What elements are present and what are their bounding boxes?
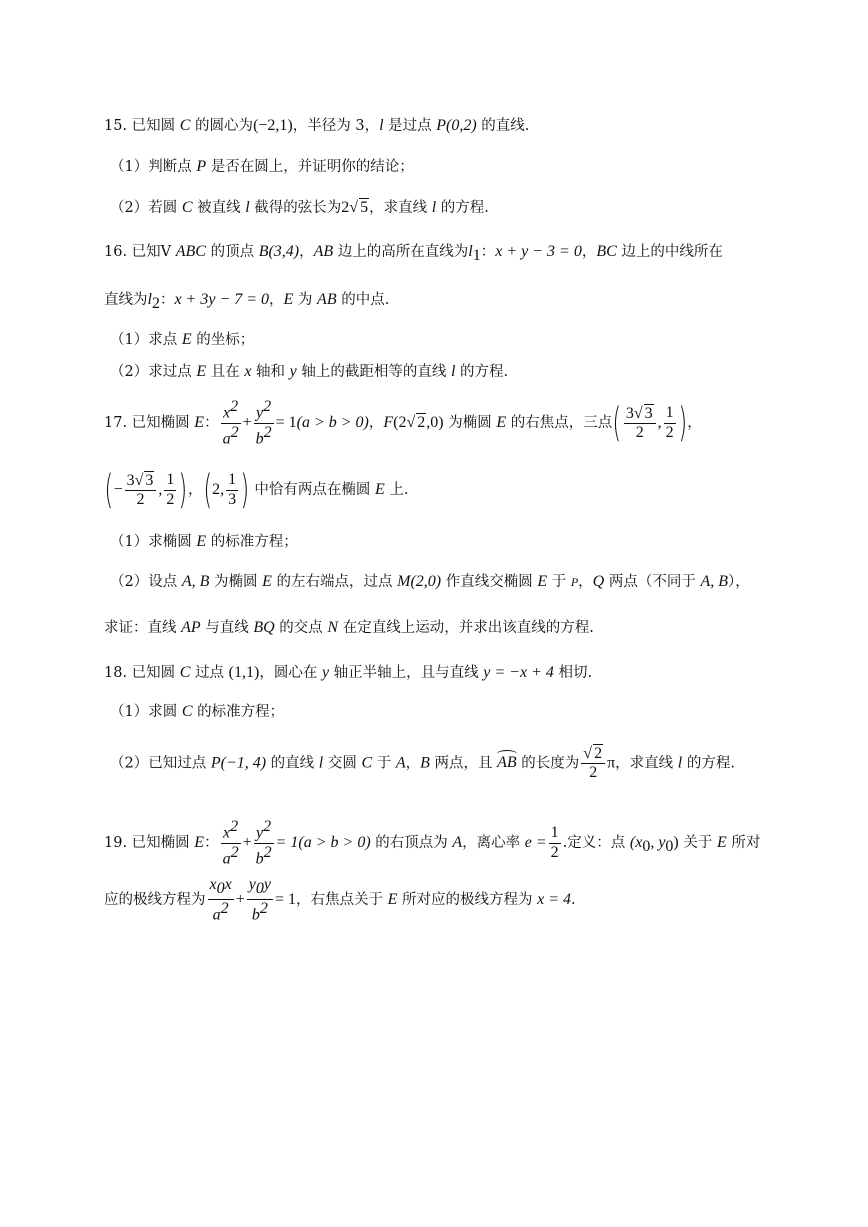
math: E (196, 533, 207, 550)
math: 5 (360, 199, 369, 216)
problem-17-part-2 (110, 574, 750, 590)
fraction-3sqrt3-2: $\frac{3√ 3}{2}$ (624, 404, 656, 443)
math: ABC (175, 243, 206, 260)
text: 应的极线方程为 (104, 892, 206, 909)
text: 且在 (206, 364, 245, 380)
problem-17-part-1 (110, 534, 298, 550)
math: 2 (589, 764, 598, 782)
problem-16-part-1 (110, 332, 254, 348)
math: B(3,4) (258, 243, 300, 260)
problem-18-statement (104, 665, 592, 681)
text: 轴和 (251, 364, 290, 380)
math: a (222, 850, 231, 868)
text: 是过点 (383, 118, 437, 134)
sqrt-sign: √ (349, 199, 359, 216)
math: E (194, 414, 205, 432)
text: ， (368, 415, 384, 432)
plus-sign: + (242, 834, 252, 852)
math: x (223, 404, 231, 422)
math: y (248, 876, 256, 893)
fraction-x2-a2 (221, 818, 241, 868)
math: l (431, 199, 437, 216)
text: ，圆心在 (259, 665, 322, 681)
text: （1）判断点 (110, 159, 197, 175)
text: 截得的弦长为 (249, 200, 342, 216)
math: x (223, 824, 231, 842)
paren: ( (393, 414, 399, 432)
fraction-3sqrt3-2: $\frac{3√ 3}{2}$ (125, 471, 157, 510)
math: l (468, 243, 473, 260)
text: ，求直线 (615, 755, 678, 772)
math: b (251, 905, 260, 923)
text: ）， (727, 574, 750, 590)
math: 2 (151, 294, 160, 312)
text: ： (204, 415, 219, 432)
text: ： (159, 292, 175, 308)
math: l (677, 754, 683, 772)
math: x (224, 876, 232, 893)
math: E (716, 834, 727, 852)
problem-15-part-1 (110, 159, 414, 175)
fraction-sqrt2-2: $\frac{√ 2}{2}$ (581, 744, 605, 783)
problem-16-part-2 (110, 364, 508, 380)
problem-18-part-1 (110, 704, 284, 720)
math: C (179, 117, 191, 134)
math: x + y − 3 = 0 (495, 243, 582, 260)
paren: ) (178, 467, 188, 513)
math: 2 (665, 423, 674, 441)
text: 作直线交椭圆 (441, 574, 538, 590)
fraction-y0y-b2 (247, 876, 273, 924)
paren: ) (678, 400, 687, 447)
fraction-x2-a2 (221, 398, 241, 448)
text: ， (299, 244, 314, 260)
text: 的直线. (476, 118, 530, 134)
math: x (244, 363, 252, 380)
math: 2 (635, 424, 644, 442)
math: = 1(a > b > 0) (275, 834, 371, 852)
text: 的中点. (336, 292, 390, 308)
fraction-y2-b2 (254, 818, 274, 868)
math: l (318, 754, 324, 772)
text: 被直线 (192, 200, 246, 216)
text: 两点，且 (429, 755, 498, 772)
paren: ) (438, 414, 444, 432)
math: 2 (550, 843, 559, 861)
math: C (181, 703, 193, 720)
math: x (209, 876, 217, 893)
math: AB (313, 243, 334, 260)
text: ，离心率 (462, 835, 525, 852)
text: 的顶点 (205, 244, 259, 260)
text: 中恰有两点在椭圆 (249, 482, 375, 498)
math: 3 (126, 471, 135, 489)
math: 2 (230, 398, 239, 415)
text: ， (405, 755, 421, 772)
text: 的方程. (436, 200, 489, 216)
text: 的坐标； (191, 332, 255, 348)
plus-sign: + (242, 414, 252, 432)
math: 2 (263, 818, 272, 835)
text: 16. 已知V (104, 244, 176, 260)
text: 的右焦点，三点 (506, 415, 613, 432)
math: , (158, 481, 163, 498)
math: E (196, 363, 207, 380)
math: P (570, 575, 579, 589)
math: ,0 (426, 414, 439, 432)
math: l (451, 363, 456, 380)
math: b (255, 850, 264, 868)
fraction-y2-b2 (254, 398, 274, 448)
math: 2 (417, 414, 426, 432)
math: 2 (230, 423, 239, 441)
text: ， (687, 415, 702, 432)
text: . (571, 892, 576, 909)
text: （2）已知过点 (110, 755, 211, 772)
text: 19. 已知椭圆 (104, 835, 195, 852)
math: A, B (700, 573, 728, 590)
math: 2 (220, 899, 229, 917)
math: (a > b > 0) (296, 414, 369, 432)
text: （1）求圆 (110, 704, 182, 720)
math: BC (596, 243, 617, 260)
fraction-1-2 (549, 824, 561, 862)
math: 1 (472, 246, 481, 264)
text: 求证：直线 (104, 620, 182, 636)
math: 2 (263, 423, 272, 441)
fraction-1-3 (226, 471, 238, 509)
text: 为椭圆 (209, 574, 263, 590)
math: Q (592, 573, 605, 590)
math: π (607, 754, 616, 772)
text: 15. 已知圆 (104, 118, 180, 134)
problem-19-statement-line-2 (104, 876, 576, 924)
text: 于 (547, 574, 571, 590)
math: (1,1) (228, 664, 260, 681)
math: x = 4 (537, 891, 572, 909)
problem-17-part-2-continued (104, 620, 594, 636)
text: 的直线 (266, 755, 319, 772)
math: C (181, 199, 193, 216)
text: （1）求点 (110, 332, 182, 348)
sqrt-sign: √ (406, 414, 416, 432)
math: l (379, 117, 384, 134)
paren: ) (240, 467, 250, 513)
math: y (256, 824, 264, 842)
math: (−2,1) (253, 117, 293, 134)
math: y (263, 876, 271, 893)
text: 轴上的截距相等的直线 (296, 364, 451, 380)
math: ) (673, 834, 679, 852)
math: , y (650, 834, 666, 852)
arc-ab: AB (497, 754, 517, 772)
math: E (387, 891, 398, 909)
math: BQ (253, 619, 275, 636)
math: e = (524, 834, 547, 852)
problem-15-statement (104, 118, 529, 134)
text: （1）求椭圆 (110, 534, 197, 550)
math: 1 (226, 471, 238, 490)
math: y (321, 664, 330, 681)
text: 边上的中线所在 (616, 244, 723, 260)
math: 3 (145, 471, 154, 489)
text: 17. 已知椭圆 (104, 415, 195, 432)
math: A (452, 834, 463, 852)
text: 于 (372, 755, 396, 772)
text: 边上的高所在直线为 (333, 244, 469, 260)
text: 轴正半轴上，且与直线 (329, 665, 484, 681)
text: 的长度为 (516, 755, 580, 772)
math: F (383, 414, 394, 432)
text: .定义：点 (562, 835, 630, 852)
math: E (496, 414, 507, 432)
math: E (374, 481, 385, 498)
math: 0 (665, 838, 674, 856)
math: 2 (166, 490, 175, 508)
text: 两点（不同于 (604, 574, 701, 590)
text: 直线为 (104, 292, 148, 308)
math: 2 (594, 745, 603, 762)
math: 2, (212, 481, 225, 498)
math: y (256, 404, 264, 422)
fraction-1-2 (164, 471, 176, 509)
math: E (194, 834, 205, 852)
math: x + 3y − 7 = 0 (174, 291, 270, 308)
math: 2 (341, 199, 350, 216)
text: 上. (384, 482, 409, 498)
math: , (657, 414, 662, 432)
text: 过点 (190, 665, 229, 681)
problem-19-statement-line-1 (104, 818, 760, 868)
text: ，右焦点关于 (296, 892, 388, 909)
fraction-x0x-a2 (208, 876, 234, 924)
math: M(2,0) (397, 573, 442, 590)
math: 1 (164, 471, 176, 490)
text: 的方程. (682, 755, 735, 772)
math: AB (317, 291, 337, 308)
text: 的方程. (455, 364, 509, 380)
problem-18-part-2 (110, 744, 735, 783)
math: a (222, 430, 231, 448)
text: （2）设点 (110, 574, 182, 590)
text: 在定直线上运动，并求出该直线的方程. (338, 620, 594, 636)
paren: ( (203, 467, 212, 513)
math: 3 (625, 404, 634, 422)
math: a (212, 905, 221, 923)
text: 的标准方程； (192, 704, 285, 720)
math: 3 (228, 490, 237, 508)
text: 的左右端点，过点 (271, 574, 398, 590)
math: E (283, 291, 294, 308)
math: = 1 (274, 891, 296, 909)
math: 2 (230, 843, 239, 861)
text: 18. 已知圆 (104, 665, 180, 681)
text: 的右顶点为 (370, 835, 453, 852)
text: ： (204, 835, 219, 852)
text: ： (480, 244, 496, 260)
math: A, B (181, 573, 210, 590)
problem-17-statement-line-1 (104, 398, 702, 448)
math: P(−1, 4) (210, 754, 267, 772)
math: l (245, 199, 250, 216)
paren: ( (104, 467, 114, 513)
math: B (420, 754, 430, 772)
math: C (179, 664, 191, 681)
math: A (395, 754, 406, 772)
math: l (147, 291, 152, 308)
text: 交圆 (323, 755, 362, 772)
paren: ( (612, 400, 622, 447)
math: 2 (263, 398, 272, 415)
text: 为 (293, 292, 318, 308)
math: = 1 (275, 414, 297, 432)
text: 为椭圆 (443, 415, 497, 432)
math: 2 (230, 818, 239, 835)
math: 1 (664, 404, 676, 423)
math: 2 (263, 843, 272, 861)
math: P (196, 158, 207, 175)
text: ， (581, 244, 597, 260)
math: 0 (216, 880, 225, 898)
problem-16-statement-line-1 (104, 244, 723, 264)
math: 0 (642, 838, 651, 856)
math: y = −x + 4 (483, 664, 554, 681)
text: 是否在圆上，并证明你的结论； (206, 159, 414, 175)
math: (x (629, 834, 643, 852)
math: 2 (136, 491, 145, 508)
math: 0 (255, 880, 264, 898)
text: 的标准方程； (206, 534, 298, 550)
text: （2）求过点 (110, 364, 197, 380)
text: 的交点 (274, 620, 328, 636)
text: （2）若圆 (110, 200, 182, 216)
problem-17-statement-line-2 (104, 467, 409, 513)
text: ， (188, 482, 203, 498)
fraction-1-2 (664, 404, 676, 442)
plus-sign: + (235, 891, 245, 909)
math: E (262, 573, 272, 590)
problem-15-part-2 (110, 198, 489, 217)
text: ，求直线 (369, 200, 432, 216)
math: P(0,2) (436, 117, 477, 134)
math: y (289, 363, 297, 380)
math: 1 (549, 824, 561, 843)
text: ，半径为 3， (292, 118, 380, 134)
text: 与直线 (200, 620, 254, 636)
text: 所对 (726, 835, 761, 852)
text: 所对应的极线方程为 (397, 892, 538, 909)
text: 关于 (678, 835, 717, 852)
text: ， (578, 574, 593, 590)
math: 3 (644, 404, 653, 422)
math: E (181, 331, 192, 348)
text: 的圆心为 (190, 118, 254, 134)
math: − (113, 481, 123, 498)
math: N (327, 619, 339, 636)
problem-16-statement-line-2 (104, 292, 389, 312)
math: 2 (398, 414, 407, 432)
math: AP (181, 619, 201, 636)
math: b (255, 430, 264, 448)
math: E (537, 573, 548, 590)
math: C (361, 754, 373, 772)
text: 相切. (553, 665, 593, 681)
text: ， (269, 292, 284, 308)
math: 2 (259, 899, 268, 917)
